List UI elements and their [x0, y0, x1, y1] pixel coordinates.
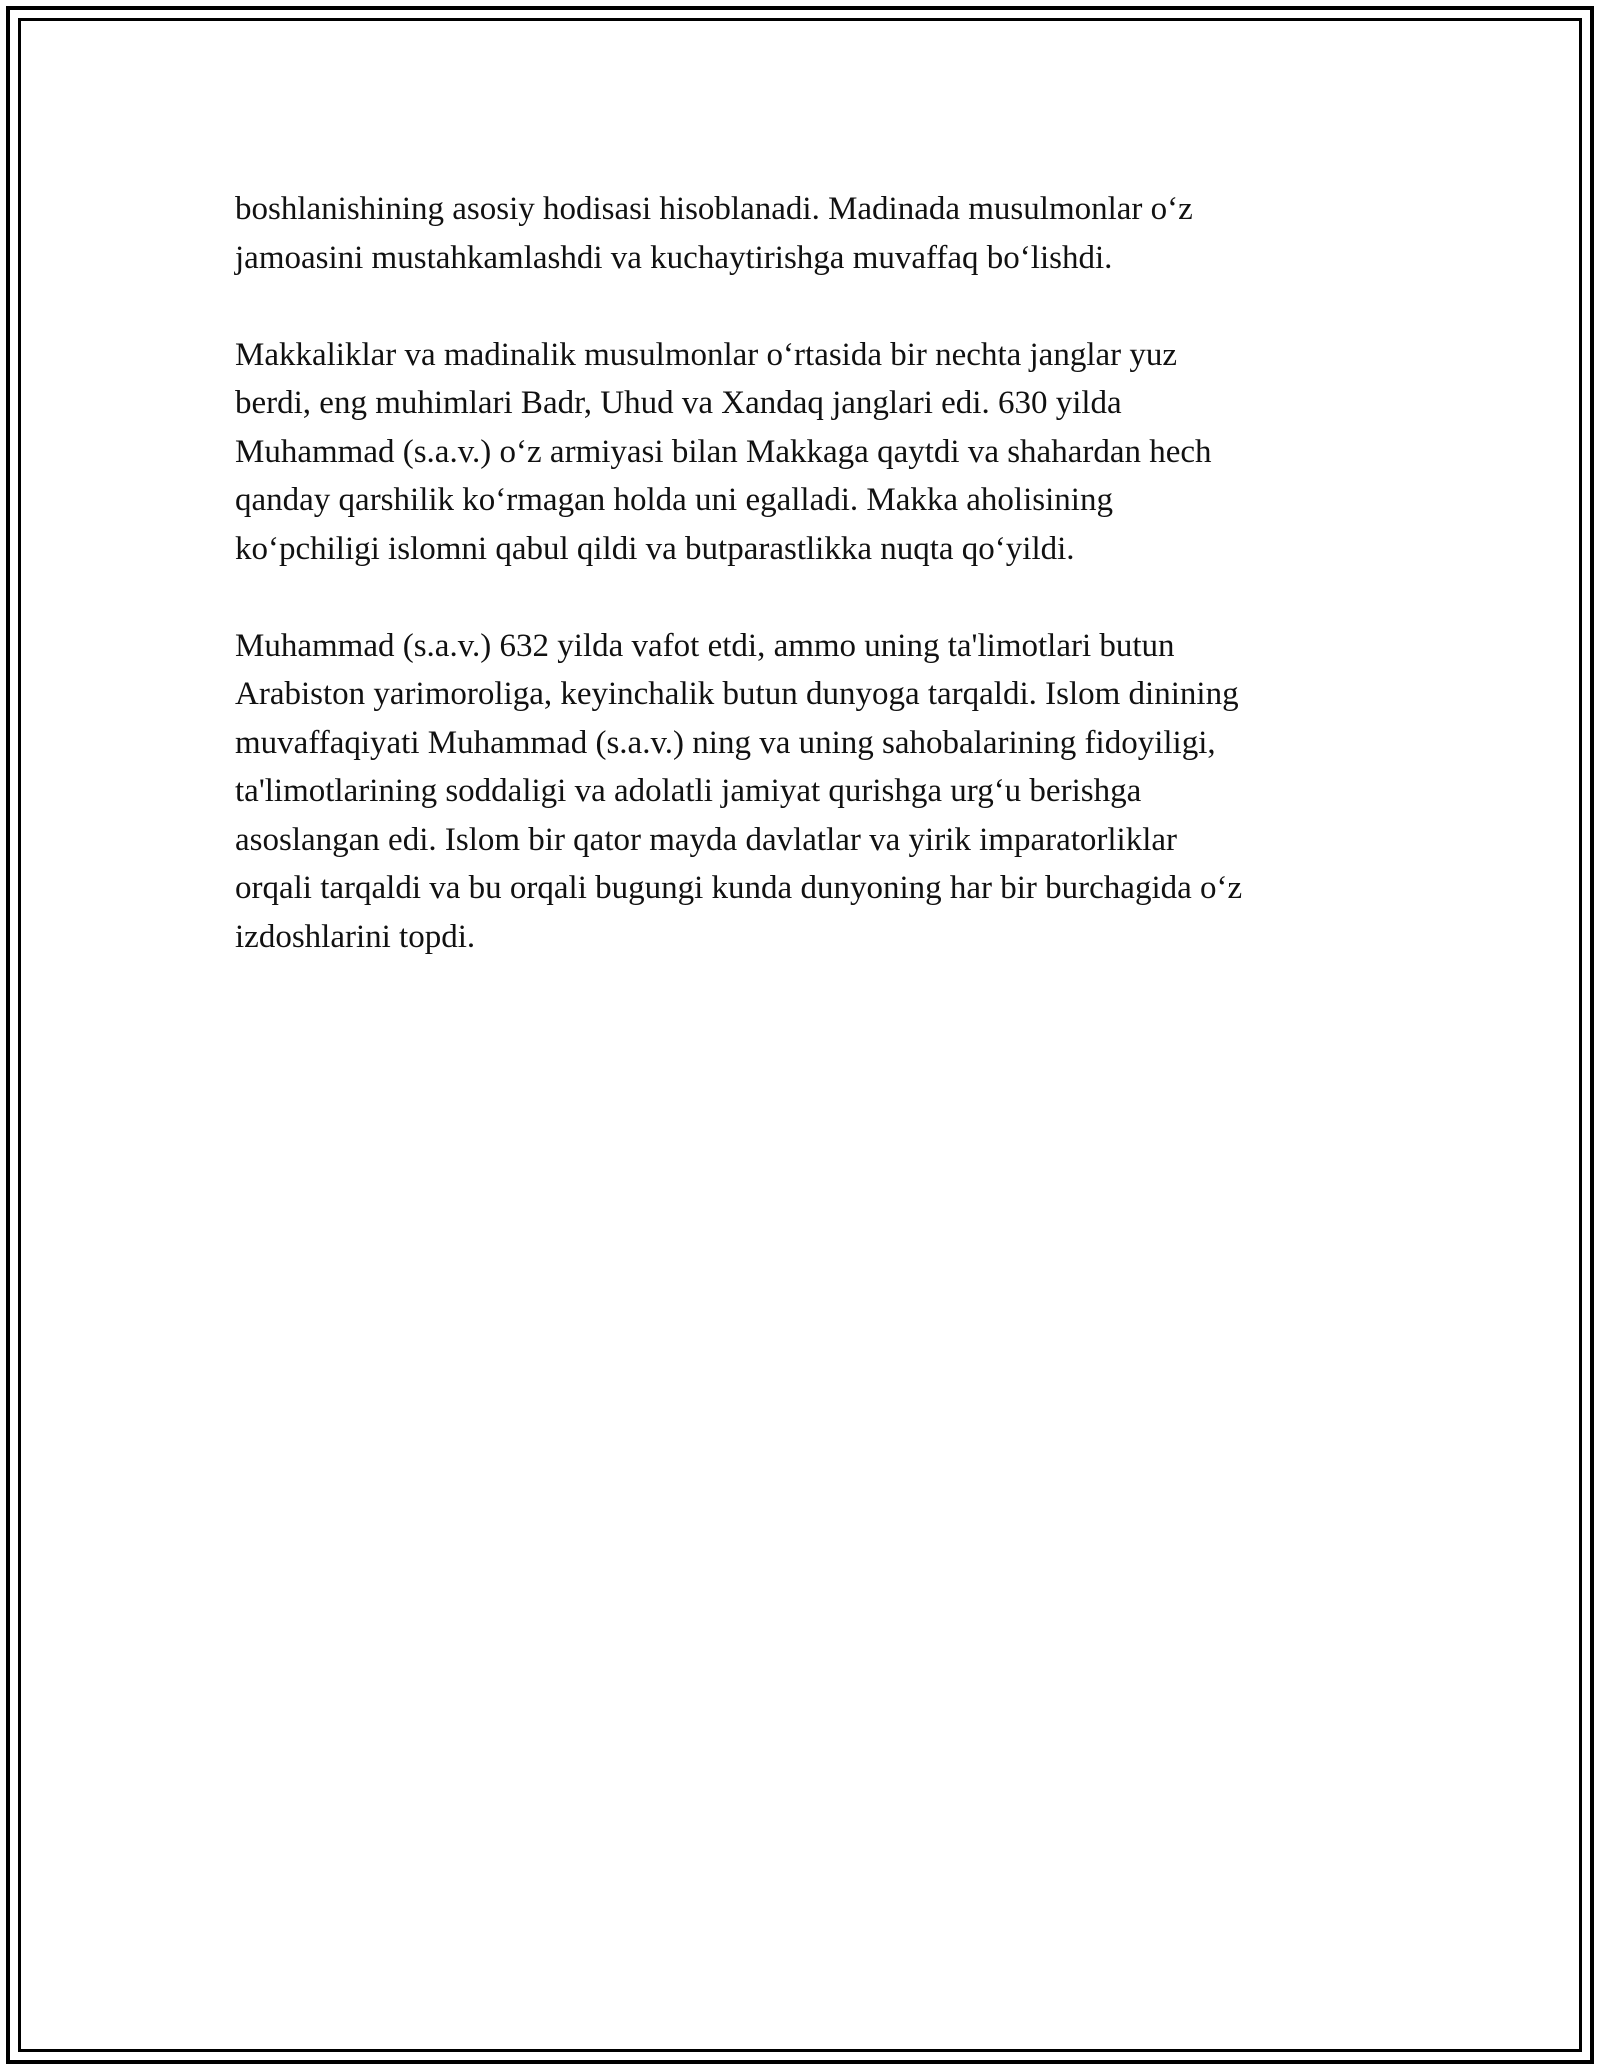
paragraph-3: Muhammad (s.a.v.) 632 yilda vafot etdi, ammo uning ta'limotlari butun Arabiston yarimoroliga, keyinchalik butun dunyoga tarqaldi. Islom dinining muvaffaqiyati Muhammad (s.a.v.) ning va uning sahobalarining fidoyiligi, ta'limotlarining soddaligi va adolatli jamiyat qurishga urg‘u berishga asoslangan edi. Islom bir qator mayda davlatlar va yirik imparatorliklar orqali tarqaldi va bu orqali bugungi kunda dunyoning har bir burchagida o‘z izdoshlarini topdi.	[235, 627, 1243, 955]
paragraph-2: Makkaliklar va madinalik musulmonlar o‘rtasida bir nechta janglar yuz berdi, eng muhimlari Badr, Uhud va Xandaq janglari edi. 630 yilda Muhammad (s.a.v.) o‘z armiyasi bilan Makkaga qaytdi va shahardan hech qanday qarshilik ko‘rmagan holda uni egalladi. Makka aholisining ko‘pchiligi islomni qabul qildi va butparastlikka nuqta qo‘yildi.	[235, 336, 1212, 567]
paragraph-1: boshlanishining asosiy hodisasi hisoblanadi. Madinada musulmonlar o‘z jamoasini mustahkamlashdi va kuchaytirishga muvaffaq bo‘lishdi.	[235, 191, 1193, 276]
document-body	[235, 185, 1365, 1010]
